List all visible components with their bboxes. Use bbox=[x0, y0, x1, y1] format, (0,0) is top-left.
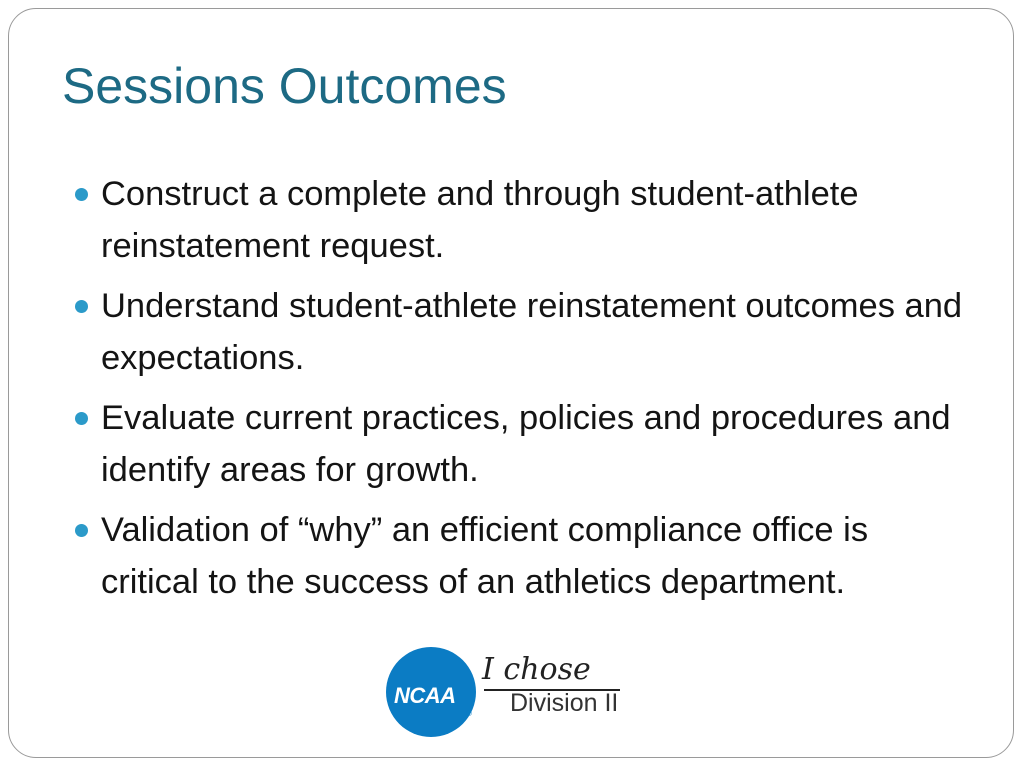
division-label: Division II bbox=[510, 689, 619, 717]
i-chose-tagline: I chose bbox=[482, 652, 591, 687]
ncaa-logo-circle bbox=[386, 647, 476, 737]
ncaa-logo-text: NCAA bbox=[394, 683, 456, 708]
bullet-dot-icon bbox=[75, 188, 88, 201]
bullet-list bbox=[75, 168, 965, 616]
bullet-text: Validation of “why” an efficient compliance office is critical to the success of an athletics department. bbox=[101, 511, 869, 601]
slide-title: Sessions Outcomes bbox=[62, 58, 507, 114]
bullet-text: Evaluate current practices, policies and procedures and identify areas for growth. bbox=[101, 399, 951, 489]
bullet-item bbox=[75, 392, 965, 496]
bullet-item bbox=[75, 168, 965, 272]
bullet-dot-icon bbox=[75, 412, 88, 425]
bullet-item bbox=[75, 280, 965, 384]
bullet-text: Understand student-athlete reinstatement outcomes and expectations. bbox=[101, 287, 963, 377]
registered-mark: ® bbox=[466, 709, 472, 718]
bullet-text: Construct a complete and through student-athlete reinstatement request. bbox=[101, 175, 859, 265]
bullet-dot-icon bbox=[75, 524, 88, 537]
ncaa-division-ii-logo bbox=[386, 645, 636, 741]
bullet-item bbox=[75, 504, 965, 608]
bullet-dot-icon bbox=[75, 300, 88, 313]
